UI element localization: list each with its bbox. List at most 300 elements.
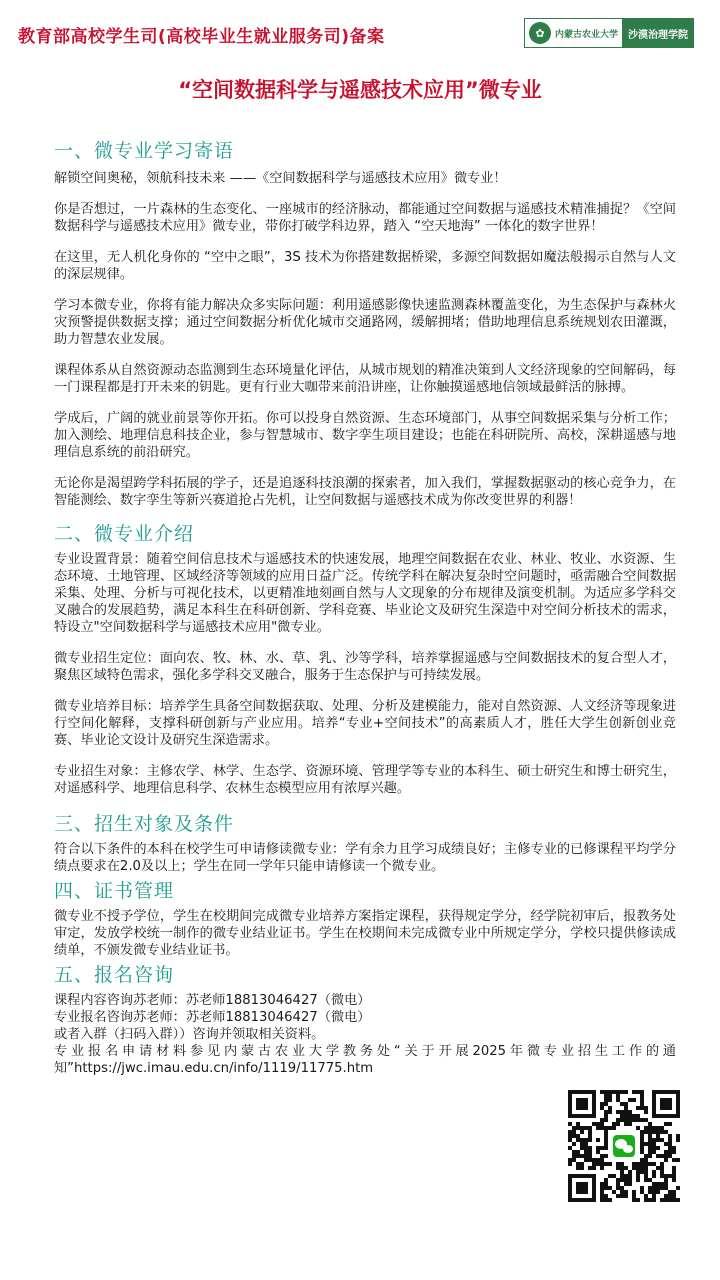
qr-module [660,1182,664,1186]
qr-module [600,1166,604,1170]
qr-module [640,1142,644,1146]
qr-module [664,1130,668,1134]
qr-module [584,1150,588,1154]
qr-module [656,1146,660,1150]
qr-module [600,1182,604,1186]
qr-module [636,1198,640,1202]
qr-module [656,1130,660,1134]
contact-line: 课程内容咨询苏老师：苏老师18813046427（微电） [54,993,371,1008]
qr-module [656,1190,660,1194]
qr-module [656,1182,660,1186]
qr-module [620,1194,624,1198]
qr-module [632,1190,636,1194]
qr-module [660,1162,664,1166]
contact-line-link[interactable]: 专业报名申请材料参见内蒙古农业大学教务处“关于开展2025年微专业招生工作的通知”https://jwc.imau.edu.cn/info/1119/11775.htm [54,1044,676,1076]
qr-module [644,1110,648,1114]
qr-module [640,1146,644,1150]
qr-module [580,1130,584,1134]
qr-module [644,1142,648,1146]
qr-module [664,1198,668,1202]
qr-module [592,1158,596,1162]
qr-module [596,1138,600,1142]
paragraph: 学成后，广阔的就业前景等你开拓。你可以投身自然资源、生态环境部门，从事空间数据采集与分析工作；加入测绘、地理信息科技企业，参与智慧城市、数字孪生项目建设；也能在科研院所、高校，深耕遥感与地理信息系统的前沿研究。 [54,411,676,460]
paragraph: 学习本微专业，你将有能力解决众多实际问题：利用遥感影像快速监测森林覆盖变化，为生态保护与森林火灾预警提供数据支撑；通过空间数据分析优化城市交通路网，缓解拥堵；借助地理信息系统规划农田灌溉，助力智慧农业发展。 [54,298,676,347]
qr-module [652,1198,656,1202]
qr-module [636,1162,640,1166]
qr-module [636,1178,640,1182]
qr-module [624,1166,628,1170]
qr-module [616,1110,620,1114]
qr-module [616,1162,620,1166]
qr-module [568,1134,572,1138]
qr-module [640,1150,644,1154]
qr-module [644,1198,648,1202]
logo-school-name: 沙漠治理学院 [622,18,694,48]
qr-module [604,1154,608,1158]
qr-module [664,1174,668,1178]
qr-module [640,1098,644,1102]
qr-module [644,1178,648,1182]
section-heading: 五、报名咨询 [54,964,175,986]
qr-module [648,1130,652,1134]
qr-module [636,1170,640,1174]
qr-module [664,1178,668,1182]
paragraph: 微专业招生定位：面向农、牧、林、水、草、乳、沙等学科，培养掌握遥感与空间数据技术的复合型人才，聚焦区域特色需求，强化多学科交叉融合，服务于生态保护与可持续发展。 [54,651,676,683]
qr-module [604,1182,608,1186]
qr-module [636,1166,640,1170]
qr-module [652,1130,656,1134]
qr-module [672,1198,676,1202]
qr-module [656,1166,660,1170]
qr-module [628,1118,632,1122]
qr-module [572,1150,576,1154]
qr-module [600,1190,604,1194]
qr-module [644,1118,648,1122]
qr-module [652,1142,656,1146]
qr-module [604,1134,608,1138]
qr-module [604,1118,608,1122]
qr-module [648,1142,652,1146]
qr-module [584,1154,588,1158]
qr-module [628,1110,632,1114]
qr-module [592,1162,596,1166]
qr-module [568,1138,572,1142]
paragraph: 专业设置背景：随着空间信息技术与遥感技术的快速发展，地理空间数据在农业、林业、牧业、水资源、生态环境、土地管理、区域经济等领域的应用日益广泛。传统学科在解决复杂时空问题时，亟需融合空间数据采集、处理、分析与可视化技术，以更精准地刻画自然与人文现象的分布规律及演变机制。为适应多学科交叉融合的发展趋势，满足本科生在科研创新、学科竞赛、毕业论文及研究生深造中对空间分析技术的需求，特设立"空间数据科学与遥感技术应用"微专业。 [54,552,676,635]
qr-module [600,1102,604,1106]
qr-module [644,1154,648,1158]
qr-module [584,1138,588,1142]
qr-module [576,1150,580,1154]
qr-module [616,1122,620,1126]
qr-module [632,1166,636,1170]
qr-module [664,1194,668,1198]
qr-module [652,1170,656,1174]
qr-finder-core [576,1098,588,1110]
qr-module [668,1194,672,1198]
qr-module [584,1158,588,1162]
qr-module [620,1170,624,1174]
qr-module [576,1126,580,1130]
qr-module [608,1090,612,1094]
qr-module [656,1126,660,1130]
qr-module [676,1134,680,1138]
qr-module [608,1110,612,1114]
qr-module [648,1134,652,1138]
section-enrollment-conditions [54,811,676,875]
qr-module [636,1090,640,1094]
page-title: “空间数据科学与遥感技术应用”微专业 [178,78,542,102]
qr-module [620,1166,624,1170]
qr-module [608,1174,612,1178]
qr-module [656,1134,660,1138]
qr-module [600,1186,604,1190]
qr-module [572,1158,576,1162]
qr-module [620,1186,624,1190]
qr-module [580,1166,584,1170]
qr-module [636,1126,640,1130]
qr-module [668,1190,672,1194]
qr-module [596,1146,600,1150]
section-study-message [54,138,676,509]
qr-module [632,1114,636,1118]
qr-module [632,1118,636,1122]
qr-module [620,1178,624,1182]
qr-module [620,1118,624,1122]
qr-module [576,1154,580,1158]
top-banner [0,0,720,64]
qr-module [644,1158,648,1162]
qr-module [660,1138,664,1142]
qr-module [644,1130,648,1134]
university-emblem-icon: ✿ [529,22,551,44]
qr-module [672,1190,676,1194]
qr-module [580,1146,584,1150]
qr-module [668,1150,672,1154]
qr-module [604,1162,608,1166]
qr-module [572,1142,576,1146]
qr-module [676,1198,680,1202]
qr-module [648,1126,652,1130]
qr-module [652,1174,656,1178]
qr-module [644,1174,648,1178]
qr-module [616,1090,620,1094]
qr-module [652,1126,656,1130]
qr-module [608,1098,612,1102]
qr-module [676,1138,680,1142]
qr-module [672,1146,676,1150]
qr-module [624,1090,628,1094]
qr-module [576,1134,580,1138]
qr-module [664,1122,668,1126]
qr-module [660,1126,664,1130]
qr-module [640,1094,644,1098]
qr-module [608,1126,612,1130]
qr-module [596,1126,600,1130]
qr-module [668,1198,672,1202]
qr-module [628,1098,632,1102]
qr-module [628,1114,632,1118]
qr-module [608,1186,612,1190]
qr-module [588,1138,592,1142]
qr-module [608,1094,612,1098]
qr-module [616,1186,620,1190]
qr-module [636,1114,640,1118]
qr-module [632,1194,636,1198]
qr-module [660,1186,664,1190]
qr-module [616,1094,620,1098]
qr-module [620,1190,624,1194]
qr-module [604,1198,608,1202]
qr-module [572,1154,576,1158]
qr-module [624,1106,628,1110]
qr-module [596,1158,600,1162]
qr-module [612,1122,616,1126]
qr-module [600,1158,604,1162]
qr-module [628,1182,632,1186]
paragraph: 微专业培养目标：培养学生具备空间数据获取、处理、分析及建模能力，能对自然资源、人文经济等现象进行空间化解释，支撑科研创新与产业应用。培养“专业+空间技术”的高素质人才，胜任大学生创新创业竞赛、毕业论文设计及研究生深造需求。 [54,699,676,748]
logo-university [524,18,622,48]
school-logo [524,18,710,48]
qr-module [600,1126,604,1130]
qr-module [644,1170,648,1174]
qr-module [608,1106,612,1110]
section-heading: 一、微专业学习寄语 [54,140,235,162]
qr-module [640,1106,644,1110]
qr-module [656,1186,660,1190]
qr-module [600,1194,604,1198]
qr-module [576,1138,580,1142]
qr-module [620,1090,624,1094]
qr-module [588,1158,592,1162]
paragraph: 课程体系从自然资源动态监测到生态环境量化评估，从城市规划的精准决策到人文经济现象的空间解码，每一门课程都是打开未来的钥匙。更有行业大咖带来前沿讲座，让你触摸遥感地信领域最鲜活的脉搏。 [54,363,676,395]
section-heading: 四、证书管理 [54,880,175,902]
paragraph: 在这里，无人机化身你的 “空中之眼”，3S 技术为你搭建数据桥梁，多源空间数据如魔法般揭示自然与人文的深层规律。 [54,250,676,282]
qr-module [652,1182,656,1186]
qr-module [648,1162,652,1166]
qr-module [640,1158,644,1162]
qr-module [616,1098,620,1102]
qr-module [600,1118,604,1122]
qr-module [604,1138,608,1142]
qr-module [568,1122,572,1126]
qr-module [640,1118,644,1122]
qr-module [664,1182,668,1186]
qr-module [628,1122,632,1126]
group-qr-code[interactable] [568,1090,680,1202]
qr-module [620,1174,624,1178]
qr-module [624,1114,628,1118]
qr-module [604,1142,608,1146]
qr-module [624,1122,628,1126]
qr-code-graphic [568,1090,680,1202]
qr-module [624,1194,628,1198]
qr-module [644,1166,648,1170]
qr-module [624,1102,628,1106]
qr-module [624,1178,628,1182]
qr-module [588,1154,592,1158]
section-introduction [54,521,676,797]
qr-module [652,1150,656,1154]
contact-line: 专业报名咨询苏老师：苏老师18813046427（微电） [54,1010,371,1025]
qr-module [664,1150,668,1154]
qr-module [640,1162,644,1166]
qr-module [640,1130,644,1134]
qr-module [640,1170,644,1174]
section-certificate [54,878,676,959]
qr-finder-core [660,1098,672,1110]
qr-module [632,1090,636,1094]
qr-module [640,1138,644,1142]
qr-module [648,1178,652,1182]
qr-module [588,1134,592,1138]
qr-module [648,1186,652,1190]
qr-module [668,1154,672,1158]
qr-module [664,1158,668,1162]
section-consultation [54,962,676,1077]
qr-module [596,1162,600,1166]
qr-module [664,1186,668,1190]
qr-module [616,1178,620,1182]
qr-module [580,1126,584,1130]
qr-module [660,1174,664,1178]
qr-module [672,1194,676,1198]
qr-module [660,1198,664,1202]
qr-module [628,1178,632,1182]
qr-module [604,1098,608,1102]
qr-module [664,1142,668,1146]
qr-module [596,1150,600,1154]
qr-module [636,1174,640,1178]
qr-module [572,1130,576,1134]
qr-module [612,1090,616,1094]
qr-module [668,1146,672,1150]
qr-module [668,1142,672,1146]
qr-module [676,1158,680,1162]
qr-module [616,1166,620,1170]
qr-module [664,1154,668,1158]
qr-module [568,1158,572,1162]
section-heading: 二、微专业介绍 [54,523,195,545]
qr-module [568,1146,572,1150]
qr-module [636,1106,640,1110]
qr-module [612,1126,616,1130]
qr-module [624,1118,628,1122]
main-content [54,138,676,1077]
qr-module [592,1166,596,1170]
qr-module [600,1198,604,1202]
qr-module [624,1174,628,1178]
qr-module [652,1194,656,1198]
qr-module [660,1130,664,1134]
qr-module [592,1122,596,1126]
qr-module [672,1170,676,1174]
qr-module [652,1190,656,1194]
qr-module [604,1114,608,1118]
qr-module [656,1138,660,1142]
qr-module [628,1174,632,1178]
qr-module [604,1094,608,1098]
qr-module [640,1102,644,1106]
qr-module [640,1090,644,1094]
qr-module [636,1118,640,1122]
paragraph: 你是否想过，一片森林的生态变化、一座城市的经济脉动，都能通过空间数据与遥感技术精准捕捉？《空间数据科学与遥感技术应用》微专业，带你打破学科边界，踏入 “空天地海” 一体化的数字世界！ [54,202,676,234]
qr-module [604,1090,608,1094]
qr-module [640,1190,644,1194]
qr-module [632,1098,636,1102]
qr-module [576,1166,580,1170]
qr-module [604,1110,608,1114]
record-statement: 教育部高校学生司(高校毕业生就业服务司)备案 [18,27,385,47]
qr-module [644,1162,648,1166]
qr-module [628,1170,632,1174]
qr-module [600,1162,604,1166]
qr-module [620,1162,624,1166]
qr-module [588,1130,592,1134]
qr-module [596,1122,600,1126]
section-heading: 三、招生对象及条件 [54,813,235,835]
qr-module [600,1090,604,1094]
qr-module [612,1174,616,1178]
qr-module [568,1162,572,1166]
qr-module [608,1198,612,1202]
qr-module [568,1130,572,1134]
qr-module [580,1154,584,1158]
qr-module [600,1122,604,1126]
qr-module [644,1194,648,1198]
qr-module [652,1186,656,1190]
paragraph: 解锁空间奥秘，领航科技未来 ——《空间数据科学与遥感技术应用》微专业！ [54,171,507,186]
qr-module [648,1190,652,1194]
qr-module [604,1146,608,1150]
qr-module [668,1122,672,1126]
qr-module [604,1126,608,1130]
qr-module [612,1190,616,1194]
qr-module [600,1154,604,1158]
qr-module [620,1114,624,1118]
qr-module [580,1162,584,1166]
paragraph: 微专业不授予学位，学生在校期间完成微专业培养方案指定课程，获得规定学分，经学院初审后，报教务处审定，发放学校统一制作的微专业结业证书。学生在校期间未完成微专业中所规定学分，学校只提供修读成绩单，不颁发微专业结业证书。 [54,909,676,958]
qr-module [652,1138,656,1142]
qr-module [604,1102,608,1106]
qr-module [668,1134,672,1138]
qr-module [668,1138,672,1142]
qr-module [624,1182,628,1186]
qr-module [604,1130,608,1134]
qr-module [648,1154,652,1158]
qr-module [604,1186,608,1190]
qr-module [572,1126,576,1130]
qr-module [648,1198,652,1202]
qr-module [676,1186,680,1190]
logo-university-name: 内蒙古农业大学 [555,29,619,40]
qr-module [672,1166,676,1170]
qr-module [584,1142,588,1146]
qr-module [648,1122,652,1126]
qr-module [624,1110,628,1114]
qr-module [588,1146,592,1150]
qr-module [672,1178,676,1182]
qr-module [572,1134,576,1138]
qr-module [616,1194,620,1198]
qr-module [608,1162,612,1166]
qr-module [616,1182,620,1186]
paragraph: 专业招生对象：主修农学、林学、生态学、资源环境、管理学等专业的本科生、硕士研究生和博士研究生，对遥感科学、地理信息科学、农林生态模型应用有浓厚兴趣。 [54,764,676,796]
qr-module [660,1170,664,1174]
qr-module [588,1126,592,1130]
qr-module [640,1166,644,1170]
qr-module [620,1102,624,1106]
qr-module [648,1138,652,1142]
